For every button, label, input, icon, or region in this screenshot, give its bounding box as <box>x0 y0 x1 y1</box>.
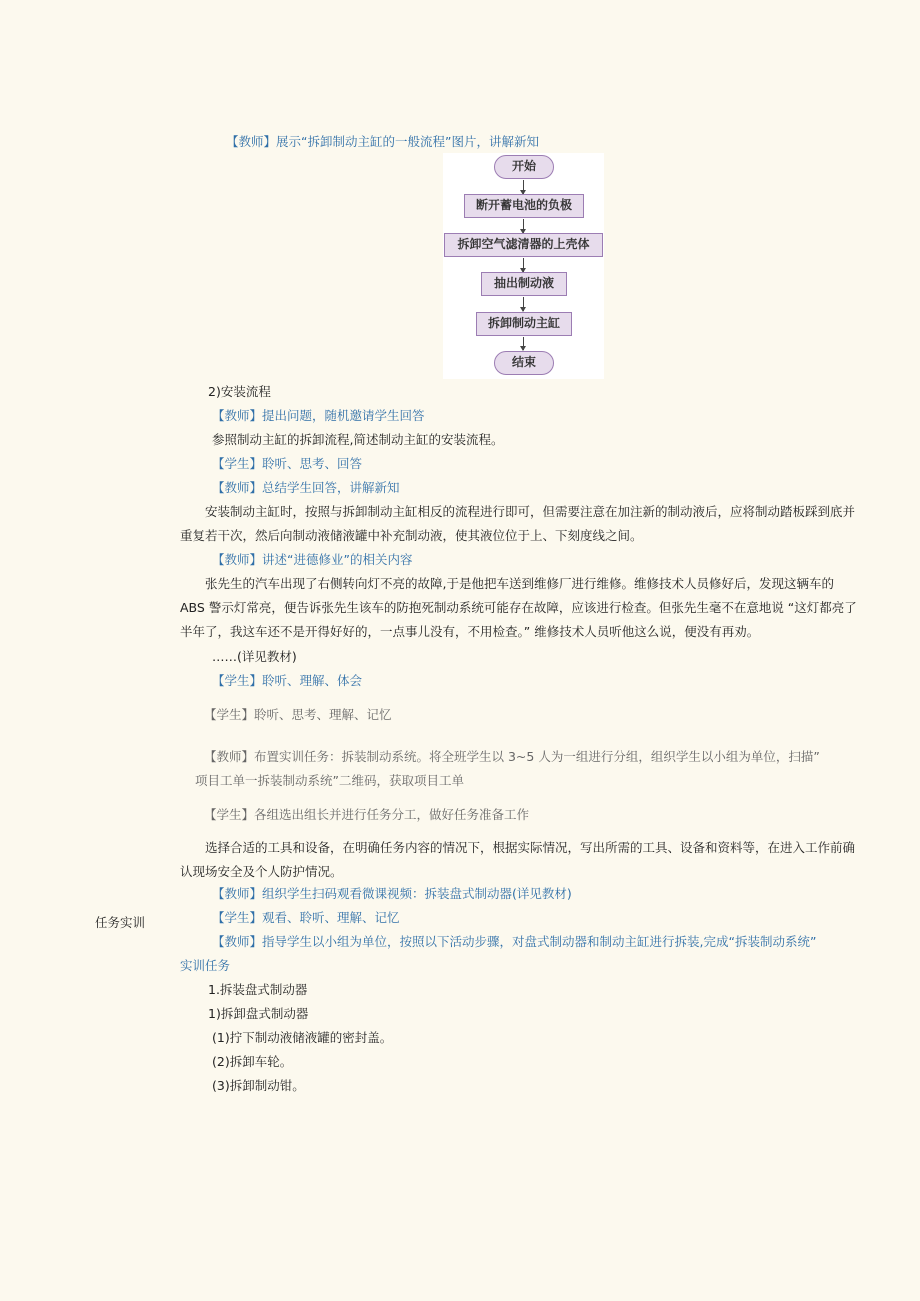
teacher-line-5-cont: 实训任务 <box>180 958 231 973</box>
student-line-1 <box>212 455 362 473</box>
flow-arrow <box>523 258 524 272</box>
flow-node-step4: 拆卸制动主缸 <box>476 312 572 336</box>
ellipsis-line: ……(详见教材) <box>212 649 297 664</box>
student-text: 观看、聆听、理解、记忆 <box>262 910 400 925</box>
teacher-text: 组织学生扫码观看微课视频：拆装盘式制动器(详见教材) <box>262 886 572 901</box>
flow-arrow <box>523 337 524 350</box>
teacher-line-4 <box>212 885 572 903</box>
install-paragraph: 安装制动主缸时，按照与拆卸制动主缸相反的流程进行即可，但需要注意在加注新的制动液后，应将制动踏板踩到底并重复若干次，然后向制动液储液罐中补充制动液，使其液位位于上、下刻度线之间。 <box>180 504 856 543</box>
teacher-line-5 <box>212 933 816 951</box>
teacher-text: 指导学生以小组为单位，按照以下活动步骤，对盘式制动器和制动主缸进行拆装,完成“拆装制动系统” <box>262 934 817 949</box>
student-text: 聆听、理解、体会 <box>262 673 363 688</box>
flow-node-step1: 断开蓄电池的负极 <box>464 194 584 218</box>
teacher-text: 讲述“进德修业”的相关内容 <box>262 552 413 567</box>
install-heading: 2)安装流程 <box>208 384 271 399</box>
student-line-4: 【学生】各组选出组长并进行任务分工，做好任务准备工作 <box>204 807 530 822</box>
step-item-2: (2)拆卸车轮。 <box>212 1054 293 1069</box>
teacher-line-1 <box>212 407 425 425</box>
task-line-1: 【教师】布置实训任务：拆装制动系统。将全班学生以 3~5 人为一组进行分组，组织学生以小组为单位，扫描” <box>204 749 820 764</box>
student-tag: 【学生】 <box>212 910 263 925</box>
flowchart-figure <box>443 153 604 379</box>
student-line-3: 【学生】聆听、思考、理解、记忆 <box>204 707 392 722</box>
student-tag: 【学生】 <box>212 456 263 471</box>
teacher-tag: 【教师】 <box>212 552 263 567</box>
story-paragraph: 张先生的汽车出现了右侧转向灯不亮的故障,于是他把车送到维修厂进行维修。维修技术人员修好后，发现这辆车的 ABS 警示灯常亮，便告诉张先生该车的防抱死制动系统可能存在故障，应该进行检查。但张先生毫不在意地说 “这灯都亮了半年了，我这车还不是开得好好的，一点事儿没有，不用检查。” 维修技术人员听他这么说，便没有再劝。 <box>180 576 857 639</box>
step-item-3: (3)拆卸制动钳。 <box>212 1078 305 1093</box>
teacher-line-2 <box>212 479 400 497</box>
flow-node-step2: 拆卸空气滤清器的上壳体 <box>444 233 603 257</box>
intro-line <box>226 133 539 151</box>
flow-node-start: 开始 <box>494 155 554 179</box>
teacher-tag: 【教师】 <box>212 886 263 901</box>
intro-text: 展示“拆卸制动主缸的一般流程”图片，讲解新知 <box>276 134 539 149</box>
teacher-line-3 <box>212 551 412 569</box>
teacher-tag: 【教师】 <box>212 934 263 949</box>
step-heading-2: 1)拆卸盘式制动器 <box>208 1006 309 1021</box>
student-line-2 <box>212 672 362 690</box>
student-tag: 【学生】 <box>212 673 263 688</box>
flow-node-end: 结束 <box>494 351 554 375</box>
flow-arrow <box>523 180 524 194</box>
task-line-2: 项目工单一拆装制动系统”二维码，获取项目工单 <box>195 773 464 788</box>
teacher-tag: 【教师】 <box>212 408 263 423</box>
teacher-tag: 【教师】 <box>212 480 263 495</box>
teacher-text: 提出问题，随机邀请学生回答 <box>262 408 425 423</box>
teacher-tag: 【教师】 <box>226 134 277 149</box>
student-line-5 <box>212 909 400 927</box>
step-heading-1: 1.拆装盘式制动器 <box>208 982 308 997</box>
side-label: 任务实训 <box>95 915 146 930</box>
step-item-1: (1)拧下制动液储液罐的密封盖。 <box>212 1030 393 1045</box>
question-line: 参照制动主缸的拆卸流程,简述制动主缸的安装流程。 <box>212 432 504 447</box>
prep-paragraph: 选择合适的工具和设备，在明确任务内容的情况下，根据实际情况，写出所需的工具、设备和资料等，在进入工作前确认现场安全及个人防护情况。 <box>180 840 856 879</box>
student-text: 聆听、思考、回答 <box>262 456 363 471</box>
flow-arrow <box>523 219 524 233</box>
flow-arrow <box>523 297 524 311</box>
flow-node-step3: 抽出制动液 <box>481 272 567 296</box>
teacher-text: 总结学生回答，讲解新知 <box>262 480 400 495</box>
